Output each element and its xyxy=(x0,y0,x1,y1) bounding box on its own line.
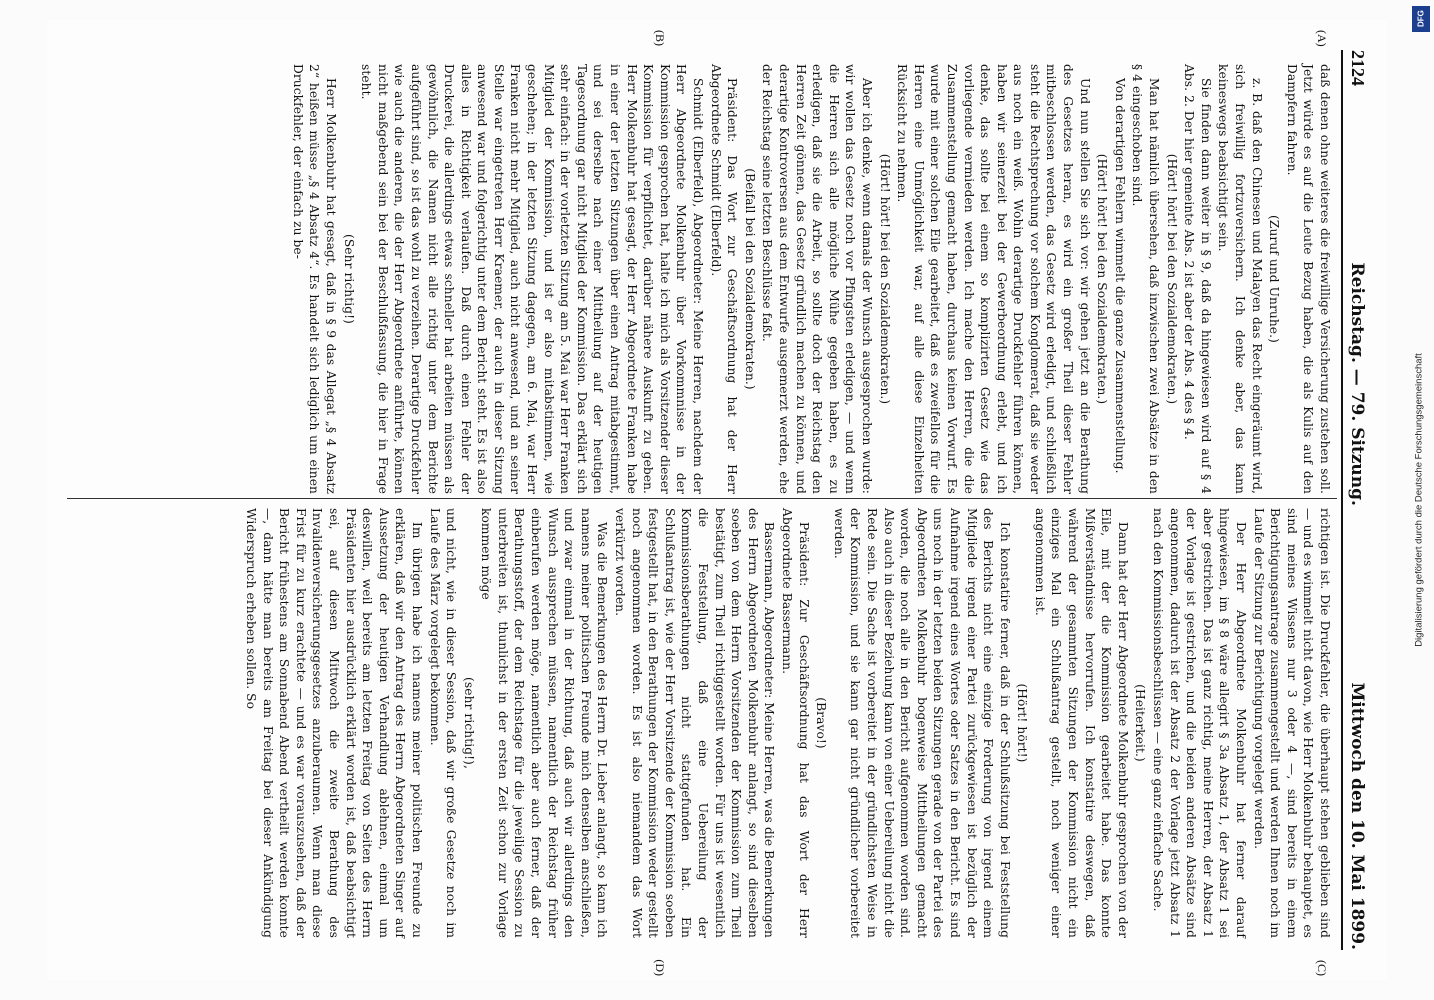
paragraph: Der Herr Abgeordnete Molkenbuhr hat ferner darauf hingewiesen, im § 8 wäre allegirt § 3a Absatz 1, der Absatz 1 sei aber gestrichen. Das ist ganz richtig, meine Herren, der Absatz 1 der Vorlage ist gestrichen, und die beiden anderen Absätze sind angenommen, dadurch ist der Absatz 2 der Vorlage jetzt Absatz 1 nach den Kommissionsbeschlüssen — eine ganz einfache Sache. xyxy=(1151,508,1249,938)
paragraph: z. B. daß den Chinesen und Malayen das Recht eingeräumt wird, sich freiwillig fortzuversichern. Ich denke aber, das kann keineswegs beabsichtigt sein. xyxy=(1216,64,1264,494)
margin-marker-b: (B) xyxy=(653,30,667,46)
paragraph: Dann hat der Herr Abgeordnete Molkenbuhr gesprochen von der Eile, mit der die Kommission gearbeitet habe. Das konnte Mißverständnisse hervorrufen. Ich konstatire deswegen, daß während der gesammten Sitzungen der Kommission nicht ein einziges Mal ein Schlußantrag gestellt, noch weniger einer angenommen ist. xyxy=(1032,508,1130,938)
interjection: (Heiterkeit.) xyxy=(1133,684,1148,762)
interjection: (Beifall bei den Sozialdemokraten.) xyxy=(742,168,757,390)
interjection: (Hört! hört! bei den Sozialdemokraten.) xyxy=(1164,153,1179,405)
interjection: (Zuruf und Unruhe.) xyxy=(1267,215,1282,343)
paragraph: und nicht, wie in dieser Session, daß wir große Gesetze noch im Laufe des März vorgelegt bekommen. xyxy=(427,508,459,938)
paragraph: daß denen ohne weiteres die freiwillige Versicherung zustehen soll. Jetzt würde es auf die Leute Bezug haben, die als Kulis auf den Dampfern fahren. xyxy=(1284,64,1332,494)
paragraph: Was die Bemerkungen des Herrn Dr. Lieber anlangt, so kann ich namens meiner politischen Freunde mich denselben anschließen, und zwar einmal in der Richtung, daß auch wir allerdings den Wunsch aussprechen müssen, namentlich der Reichstag früher einberufen werden möge, namentlich aber auch ferner, daß der Berathungsstoff, der dem Reichstage für die jeweilige Session zu unterbreiten ist, thunlichst in der ersten Zeit schon zur Vorlage kommen möge xyxy=(479,508,610,938)
digitization-credit xyxy=(1406,8,1432,992)
paragraph: Schmidt (Elberfeld), Abgeordneter: Meine Herren, nachdem der Herr Abgeordnete Molkenbuhr über Vorkommnisse in der Kommission gesprochen hat, halte ich mich als Vorsitzender dieser Kommission für verpflichtet, darüber nähere Auskunft zu geben. Herr Molkenbuhr hat gesagt, der Herr Abgeordnete Franken habe in einer der letzten Sitzungen über einen Antrag mitabgestimmt, und sei derselbe nach einer Mittheilung auf der heutigen Tagesordnung gar nicht Mitglied der Kommission. Das erklärt sich sehr einfach: in der vorletzten Sitzung am 5. Mai war Herr Franken Mitglied der Kommission, und ist er also mitabstimmen, wie geschehen; in der letzten Sitzung dagegen, am 6. Mai, war Herr Franken nicht mehr Mitglied, auch nicht anwesend, und an seiner Stelle war eingetreten Herr Kraemer, der auch in dieser Sitzung anwesend war und folgerichtig unter dem Bericht steht. Es ist also alles in Richtigkeit verlaufen. Daß durch einen Fehler der Druckerei, die allerdings etwas schneller hat arbeiten müssen als gewöhnlich, die Namen nicht alle richtig unter dem Berichte aufgeführt sind, so ist das wohl zu verzeihen. Derartige Druckfehler wie auch die anderen, die der Herr Abgeordnete anführte, können nicht maßgebend sein bei der Beschlußfassung, die hier in Frage steht. xyxy=(359,64,706,494)
paragraph: Herr Molkenbuhr hat gesagt, daß in § 9 das Allegat „§ 4 Absatz 2“ heißen müsse „§ 4 Absatz 4“. Es handelt sich lediglich um einen Druckfehler, der einfach zu be- xyxy=(290,64,338,494)
credit-text: Digitalisierung gefördert durch die Deutsche Forschungsgemeinschaft xyxy=(1413,353,1425,647)
dfg-logo: DFG xyxy=(1412,6,1430,32)
paragraph: Präsident: Das Wort zur Geschäftsordnung hat der Herr Abgeordnete Schmidt (Elberfeld). xyxy=(708,64,740,494)
paragraph: Man hat nämlich übersehen, daß inzwischen zwei Absätze in den § 4 eingeschoben sind. xyxy=(1130,64,1162,494)
interjection: (sehr richtig!), xyxy=(461,677,476,769)
paragraph: Im übrigen habe ich namens meiner politischen Freunde zu erklären, daß wir den Antrag des Herrn Abgeordneten Singer auf Aussetzung der heutigen Verhandlung ablehnen, einmal um deswillen, weil bereits am letzten Freitag von Seiten des Herrn Präsidenten hier ausdrücklich erklärt worden ist, daß beabsichtigt sei, auf diesen Mittwoch die zweite Berathung des Invalidenversicherungsgesetzes anzuberaumen. Wenn man diese Frist für zu kurz erachtete — und es war vorauszusehen, daß der Bericht frühestens am Sonnabend Abend vertheilt werden konnte —, dann hätte man bereits am Freitag bei dieser Ankündigung Widerspruch erheben sollen. So xyxy=(244,508,424,938)
column-divider xyxy=(67,498,1337,499)
paragraph: Von derartigen Fehlern wimmelt die ganze Zusammenstellung. xyxy=(1112,78,1127,474)
paragraph: Und nun stellen Sie sich vor: wir gehen jetzt an die Berathung des Gesetzes heran, es wird ein großer Theil dieser Fehler mitbeschlossen werden, das Gesetz wird erledigt, und schließlich steht die Rechtsprechung vor solchem Konglomerat, daß sie weder aus noch ein weiß. Wohin derartige Druckfehler führen können, haben wir seinerzeit bei der Gewerbeordnung erlebt, und ich denke, das sollte bei einem so komplizirten Gesetz wie das vorliegende vermieden werden. Ich mache den Herren, die die Zusammenstellung gemacht haben, durchaus keinen Vorwurf. Es wurde mit einer solchen Eile gearbeitet, daß es zweifellos für die Herren eine Unmöglichkeit war, auf alle diese Einzelheiten Rücksicht zu nehmen. xyxy=(895,64,1092,494)
paragraph: Ich konstatire ferner, daß in der Schlußsitzung bei Feststellung des Berichts nicht eine einzige Forderung von irgend einem Mitgliede irgend einer Partei zurückgewiesen ist bezüglich der Aufnahme irgend eines Wortes oder Satzes in den Bericht. Es sind uns noch in der letzten beiden Sitzungen gerade von der Partei des Abgeordneten Molkenbuhr bogenweise Mittheilungen gemacht worden, die noch alle in den Bericht aufgenommen worden sind. Also auch in dieser Beziehung kann von einer Uebereilung nicht die Rede sein. Die Sache ist vorbereitet in der gründlichsten Weise in der Kommission, und sie kann gar nicht gründlicher vorbereitet werden. xyxy=(831,508,1012,938)
interjection: (Hört! hört! bei den Sozialdemokraten.) xyxy=(877,153,892,405)
interjection: (Bravo!) xyxy=(814,697,829,749)
header-rule xyxy=(1341,50,1343,950)
paragraph: Sie finden dann weiter in § 9, daß da hingewiesen wird auf § 4 Abs. 2. Der hier gemeinte Abs. 2 ist aber der Abs. 4 des § 4. xyxy=(1182,64,1213,494)
right-column xyxy=(67,508,1333,938)
margin-marker-a: (A) xyxy=(1315,30,1329,47)
paragraph: Aber ich denke, wenn damals der Wunsch ausgesprochen wurde: wir wollen das Gesetz noch vor Pfingsten erledigen, — und wenn die Herren sich alle mögliche Mühe gegeben haben, es zu erledigen, daß sie die Arbeit, so sollte doch der Reichstag den Herren Zeit gönnen, das Gesetz gründlich machen zu können, und derartige Kontroversen aus dem Entwurfe ausgemerzt werden, ehe der Reichstag seine letzten Beschlüsse faßt. xyxy=(760,64,874,494)
margin-marker-d: (D) xyxy=(653,959,667,976)
page-header xyxy=(1347,50,1379,950)
interjection: (Sehr richtig!) xyxy=(341,233,356,324)
page-title: Reichstag. — 79. Sitzung. xyxy=(1347,262,1367,506)
page-date: Mittwoch den 10. Mai 1899. xyxy=(1347,682,1367,950)
paragraph: Präsident: Zur Geschäftsordnung hat das Wort der Herr Abgeordnete Bassermann. xyxy=(780,508,811,938)
interjection: (Hört! hört! bei den Sozialdemokraten.) xyxy=(1095,153,1110,405)
page-number: 2124 xyxy=(1348,50,1368,86)
paragraph: Bassermann, Abgeordneter: Meine Herren, was die Bemerkungen des Herrn Abgeordneten Molkenbuhr anlangt, so sind dieselben soeben von dem Herrn Vorsitzenden der Kommission zum Theil bestätigt, zum Theil richtiggestellt worden. Für uns ist wesentlich die Feststellung, daß eine Uebereilung der Kommissionsberathungen nicht stattgefunden hat. Ein Schlußantrag ist, wie der Herr Vorsitzende der Kommission soeben festgestellt hat, in den Berathungen der Kommission weder gestellt noch angenommen worden. Es ist also niemandem das Wort verkürzt worden. xyxy=(613,508,777,938)
left-column xyxy=(67,64,1333,494)
margin-marker-c: (C) xyxy=(1315,960,1329,976)
document-page xyxy=(47,20,1387,980)
interjection: (Hört! hört!) xyxy=(1015,683,1030,763)
paragraph: richtigen ist. Die Druckfehler, die überhaupt stehen geblieben sind — und es wimmelt nicht davon, wie Herr Molkenbuhr behauptet, es sind meines Wissens nur 3 oder 4 —, sind bereits in einem Berichtigungsantrage zusammengestellt und werden Ihnen noch im Laufe der Sitzung zur Berichtigung vorgelegt werden. xyxy=(1251,508,1332,938)
